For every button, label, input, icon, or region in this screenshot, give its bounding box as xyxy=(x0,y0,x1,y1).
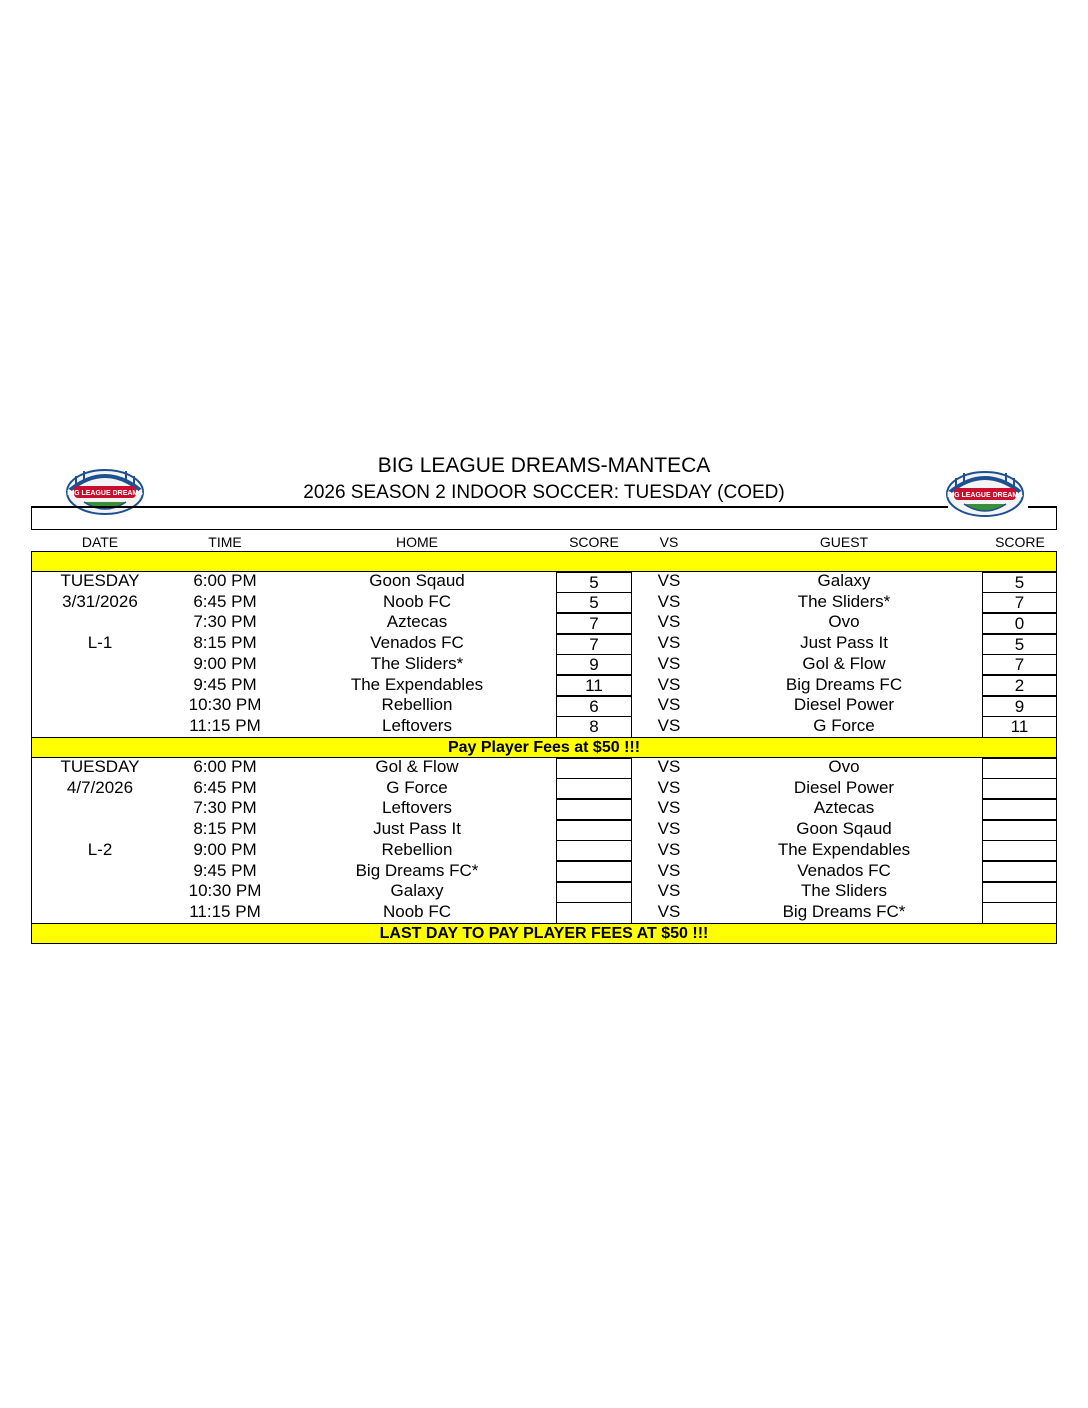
guest-score: 7 xyxy=(982,592,1057,613)
guest-team: Venados FC xyxy=(797,860,891,880)
home-score xyxy=(556,799,632,820)
date-line: L-1 xyxy=(87,633,113,653)
game-time: 9:45 PM xyxy=(193,860,257,880)
guest-score xyxy=(982,758,1057,779)
guest-team: The Sliders* xyxy=(797,591,891,611)
column-header-guest: GUEST xyxy=(819,534,869,550)
column-header-date: DATE xyxy=(81,534,119,550)
header-box-left xyxy=(31,506,32,530)
guest-team: Ovo xyxy=(828,612,860,632)
column-header-vs: VS xyxy=(659,534,679,550)
home-score xyxy=(556,758,632,779)
header-box-right xyxy=(1056,506,1057,530)
date-line xyxy=(50,675,150,696)
guest-score: 0 xyxy=(982,613,1057,634)
guest-score: 5 xyxy=(982,634,1057,655)
svg-text:BIG LEAGUE DREAMS: BIG LEAGUE DREAMS xyxy=(947,492,1023,499)
game-time: 8:15 PM xyxy=(193,633,257,653)
home-score xyxy=(556,820,632,841)
week1-separator-bar xyxy=(31,551,1057,572)
date-line xyxy=(50,612,150,633)
guest-score xyxy=(982,882,1057,903)
stadium-logo-left xyxy=(62,464,148,520)
home-score: 9 xyxy=(556,654,632,675)
guest-score: 7 xyxy=(982,654,1057,675)
date-line xyxy=(50,716,150,737)
home-score: 11 xyxy=(556,675,632,696)
home-score: 5 xyxy=(556,572,632,593)
guest-score: 11 xyxy=(982,716,1057,737)
home-team: Noob FC xyxy=(382,591,452,611)
home-team: Just Pass It xyxy=(373,819,461,839)
date-line xyxy=(50,819,150,840)
home-team: Rebellion xyxy=(381,695,453,715)
vs-label: VS xyxy=(657,839,681,859)
guest-team: Aztecas xyxy=(813,798,875,818)
home-score: 7 xyxy=(556,613,632,634)
guest-score: 2 xyxy=(982,675,1057,696)
guest-team: Big Dreams FC* xyxy=(782,901,906,921)
game-time: 10:30 PM xyxy=(188,881,262,901)
game-time: 6:45 PM xyxy=(193,591,257,611)
home-team: The Sliders* xyxy=(370,653,464,673)
home-score: 5 xyxy=(556,592,632,613)
vs-label: VS xyxy=(657,757,681,776)
guest-score: 5 xyxy=(982,572,1057,593)
vs-label: VS xyxy=(657,571,681,590)
home-team: Big Dreams FC* xyxy=(355,860,479,880)
home-score: 8 xyxy=(556,716,632,737)
home-score xyxy=(556,840,632,861)
vs-label: VS xyxy=(657,798,681,818)
home-team: Rebellion xyxy=(381,839,453,859)
vs-label: VS xyxy=(657,901,681,921)
vs-label: VS xyxy=(657,674,681,694)
vs-label: VS xyxy=(657,633,681,653)
date-line xyxy=(50,798,150,819)
vs-label: VS xyxy=(657,612,681,632)
home-score xyxy=(556,861,632,882)
home-score: 7 xyxy=(556,634,632,655)
game-time: 11:15 PM xyxy=(189,715,261,735)
guest-score xyxy=(982,840,1057,861)
column-header-home-score: SCORE xyxy=(569,534,619,550)
date-line: L-2 xyxy=(87,839,113,859)
game-time: 7:30 PM xyxy=(193,612,257,632)
game-time: 11:15 PM xyxy=(189,901,261,921)
guest-score xyxy=(982,820,1057,841)
column-header-guest-score: SCORE xyxy=(995,534,1045,550)
guest-team: The Sliders xyxy=(801,881,887,901)
guest-team: Gol & Flow xyxy=(802,653,886,673)
notice-pay-fees: Pay Player Fees at $50 !!! xyxy=(31,737,1057,758)
notice-last-day: LAST DAY TO PAY PLAYER FEES AT $50 !!! xyxy=(31,923,1057,944)
svg-text:BIG LEAGUE DREAMS: BIG LEAGUE DREAMS xyxy=(67,490,143,497)
home-team: Aztecas xyxy=(386,612,448,632)
game-time: 9:00 PM xyxy=(193,653,257,673)
guest-team: Diesel Power xyxy=(793,777,895,797)
guest-score: 9 xyxy=(982,696,1057,717)
header-rule-right xyxy=(1028,506,1057,508)
guest-team: G Force xyxy=(813,715,875,735)
guest-score xyxy=(982,778,1057,799)
date-line xyxy=(50,654,150,675)
date-line: TUESDAY xyxy=(60,571,140,590)
home-team: G Force xyxy=(386,777,448,797)
guest-score xyxy=(982,799,1057,820)
vs-label: VS xyxy=(657,653,681,673)
page-subtitle: 2026 SEASON 2 INDOOR SOCCER: TUESDAY (COED) xyxy=(303,482,785,503)
vs-label: VS xyxy=(657,819,681,839)
header-rule-left xyxy=(31,506,948,508)
header-box-bottom xyxy=(31,529,1057,530)
vs-label: VS xyxy=(657,860,681,880)
vs-label: VS xyxy=(657,715,681,735)
home-team: Galaxy xyxy=(390,881,444,901)
home-score: 6 xyxy=(556,696,632,717)
date-line: 4/7/2026 xyxy=(66,777,134,797)
guest-team: Just Pass It xyxy=(800,633,888,653)
vs-label: VS xyxy=(657,881,681,901)
guest-team: Diesel Power xyxy=(793,695,895,715)
date-line xyxy=(50,695,150,716)
home-team: Leftovers xyxy=(382,715,452,735)
home-score xyxy=(556,778,632,799)
guest-team: The Expendables xyxy=(777,839,911,859)
date-line: 3/31/2026 xyxy=(62,591,138,611)
home-team: The Expendables xyxy=(350,674,484,694)
game-time: 9:00 PM xyxy=(193,839,257,859)
column-header-home: HOME xyxy=(396,534,438,550)
home-team: Noob FC xyxy=(382,901,452,921)
game-time: 6:00 PM xyxy=(193,571,257,590)
guest-team: Galaxy xyxy=(817,571,871,590)
home-team: Gol & Flow xyxy=(375,757,459,776)
home-score xyxy=(556,902,632,923)
game-time: 6:45 PM xyxy=(193,777,257,797)
guest-team: Goon Sqaud xyxy=(796,819,892,839)
guest-team: Ovo xyxy=(828,757,860,776)
guest-score xyxy=(982,902,1057,923)
guest-score xyxy=(982,861,1057,882)
column-header-time: TIME xyxy=(208,534,242,550)
game-time: 7:30 PM xyxy=(193,798,257,818)
game-time: 9:45 PM xyxy=(193,674,257,694)
vs-label: VS xyxy=(657,777,681,797)
home-score xyxy=(556,882,632,903)
game-time: 10:30 PM xyxy=(188,695,262,715)
home-team: Goon Sqaud xyxy=(369,571,465,590)
stadium-logo-right xyxy=(942,466,1028,522)
date-line xyxy=(50,881,150,902)
game-time: 8:15 PM xyxy=(193,819,257,839)
page-title: BIG LEAGUE DREAMS-MANTECA xyxy=(377,454,711,477)
vs-label: VS xyxy=(657,591,681,611)
vs-label: VS xyxy=(657,695,681,715)
game-time: 6:00 PM xyxy=(193,757,257,776)
home-team: Leftovers xyxy=(382,798,452,818)
home-team: Venados FC xyxy=(370,633,464,653)
guest-team: Big Dreams FC xyxy=(785,674,903,694)
date-line xyxy=(50,861,150,882)
date-line xyxy=(50,902,150,923)
date-line: TUESDAY xyxy=(60,757,140,776)
